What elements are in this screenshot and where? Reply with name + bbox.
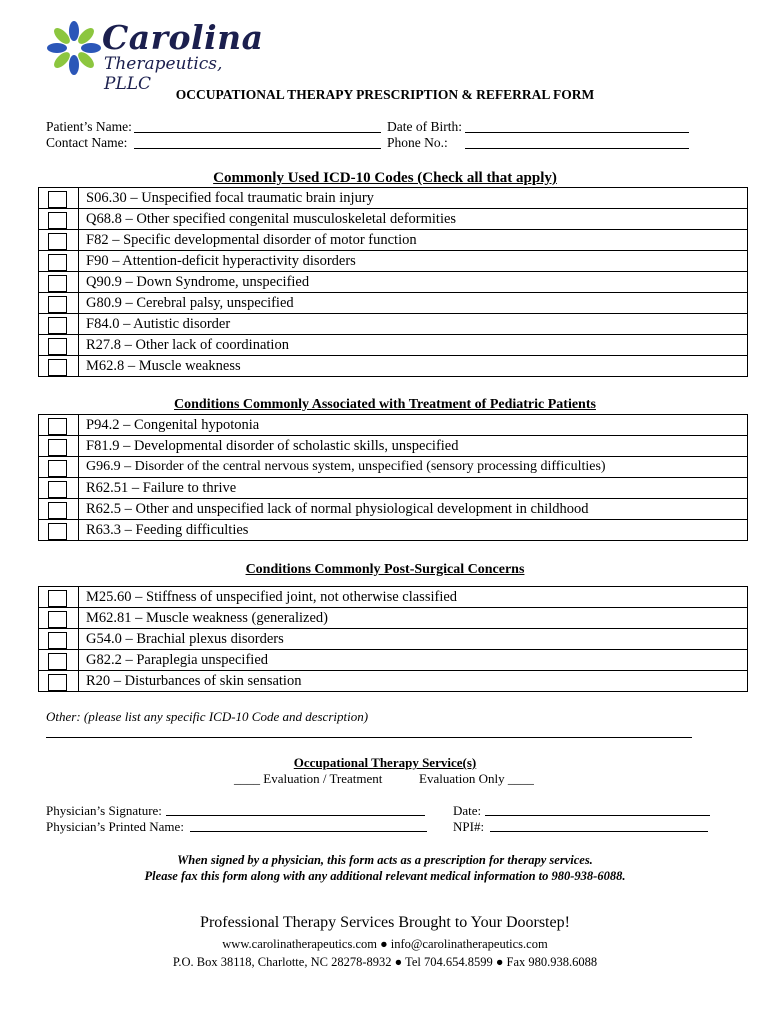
icd10-table	[38, 187, 748, 377]
table-row	[39, 293, 748, 314]
code-label: G82.2 – Paraplegia unspecified	[79, 650, 748, 671]
patient-name-label: Patient’s Name:	[46, 119, 132, 134]
section-heading-icd10: Commonly Used ICD-10 Codes (Check all that apply)	[213, 170, 557, 186]
code-label: R20 – Disturbances of skin sensation	[79, 671, 748, 692]
flower-logo-icon	[44, 18, 104, 80]
table-row	[39, 608, 748, 629]
checkbox[interactable]	[48, 460, 67, 477]
prescription-note: When signed by a physician, this form acts as a prescription for therapy services.	[177, 853, 593, 867]
contact-name-line[interactable]	[134, 133, 381, 149]
table-row	[39, 209, 748, 230]
footer-web-email: www.carolinatherapeutics.com ● info@carolinatherapeutics.com	[222, 937, 548, 951]
eval-treatment-option[interactable]: ____ Evaluation / Treatment	[234, 771, 383, 786]
code-label: S06.30 – Unspecified focal traumatic brain injury	[79, 188, 748, 209]
table-row	[39, 436, 748, 457]
logo-subtitle: Therapeutics, PLLC	[104, 54, 223, 94]
table-row	[39, 457, 748, 478]
patient-name-line[interactable]	[134, 117, 381, 133]
table-row	[39, 478, 748, 499]
dob-label: Date of Birth:	[387, 119, 462, 134]
phone-label: Phone No.:	[387, 135, 448, 150]
checkbox[interactable]	[48, 439, 67, 456]
code-label: R62.5 – Other and unspecified lack of normal physiological development in childhood	[79, 499, 748, 520]
checkbox[interactable]	[48, 338, 67, 355]
table-row	[39, 587, 748, 608]
physician-signature-line[interactable]	[166, 801, 425, 816]
table-row	[39, 230, 748, 251]
table-row	[39, 335, 748, 356]
dob-line[interactable]	[465, 117, 689, 133]
date-line[interactable]	[485, 801, 710, 816]
checkbox[interactable]	[48, 254, 67, 271]
checkbox[interactable]	[48, 632, 67, 649]
table-row	[39, 629, 748, 650]
fax-note: Please fax this form along with any additional relevant medical information to 980-938-6088.	[144, 869, 626, 883]
eval-only-option[interactable]: Evaluation Only ____	[419, 771, 534, 786]
code-label: R27.8 – Other lack of coordination	[79, 335, 748, 356]
patient-name-field[interactable]	[46, 119, 132, 135]
contact-name-label: Contact Name:	[46, 135, 128, 150]
form-title: OCCUPATIONAL THERAPY PRESCRIPTION & REFERRAL FORM	[175, 87, 595, 102]
checkbox[interactable]	[48, 611, 67, 628]
section-heading-post-surgical: Conditions Commonly Post-Surgical Concerns	[245, 562, 525, 577]
code-label: F82 – Specific developmental disorder of motor function	[79, 230, 748, 251]
code-label: R63.3 – Feeding difficulties	[79, 520, 748, 541]
pediatric-table	[38, 414, 748, 541]
code-label: F90 – Attention-deficit hyperactivity disorders	[79, 251, 748, 272]
dob-field[interactable]	[387, 119, 462, 135]
physician-signature-label: Physician’s Signature:	[46, 803, 162, 818]
date-label: Date:	[453, 803, 482, 818]
code-label: R62.51 – Failure to thrive	[79, 478, 748, 499]
section-heading-pediatric: Conditions Commonly Associated with Treatment of Pediatric Patients	[174, 397, 596, 412]
table-row	[39, 499, 748, 520]
code-label: G80.9 – Cerebral palsy, unspecified	[79, 293, 748, 314]
checkbox[interactable]	[48, 674, 67, 691]
table-row	[39, 650, 748, 671]
code-label: F81.9 – Developmental disorder of scholastic skills, unspecified	[79, 436, 748, 457]
checkbox[interactable]	[48, 590, 67, 607]
code-label: G96.9 – Disorder of the central nervous system, unspecified (sensory processing difficulties)	[79, 457, 748, 478]
checkbox[interactable]	[48, 523, 67, 540]
physician-printed-name-label: Physician’s Printed Name:	[46, 819, 184, 834]
table-row	[39, 520, 748, 541]
other-codes-line[interactable]	[46, 737, 692, 738]
table-row	[39, 314, 748, 335]
physician-printed-name-line[interactable]	[190, 817, 427, 832]
code-label: M62.81 – Muscle weakness (generalized)	[79, 608, 748, 629]
table-row	[39, 251, 748, 272]
code-label: F84.0 – Autistic disorder	[79, 314, 748, 335]
checkbox[interactable]	[48, 296, 67, 313]
npi-line[interactable]	[490, 817, 708, 832]
checkbox[interactable]	[48, 233, 67, 250]
other-codes-label: Other: (please list any specific ICD-10 Code and description)	[46, 709, 369, 724]
table-row	[39, 356, 748, 377]
checkbox[interactable]	[48, 481, 67, 498]
checkbox[interactable]	[48, 212, 67, 229]
footer-tagline: Professional Therapy Services Brought to Your Doorstep!	[200, 914, 570, 931]
contact-name-field[interactable]	[46, 135, 127, 151]
code-label: P94.2 – Congenital hypotonia	[79, 415, 748, 436]
code-label: M62.8 – Muscle weakness	[79, 356, 748, 377]
code-label: Q90.9 – Down Syndrome, unspecified	[79, 272, 748, 293]
checkbox[interactable]	[48, 502, 67, 519]
checkbox[interactable]	[48, 653, 67, 670]
code-label: G54.0 – Brachial plexus disorders	[79, 629, 748, 650]
checkbox[interactable]	[48, 275, 67, 292]
checkbox[interactable]	[48, 418, 67, 435]
table-row	[39, 415, 748, 436]
checkbox[interactable]	[48, 359, 67, 376]
footer-address: P.O. Box 38118, Charlotte, NC 28278-8932 ● Tel 704.654.8599 ● Fax 980.938.6088	[172, 955, 598, 969]
table-row	[39, 671, 748, 692]
phone-line[interactable]	[465, 133, 689, 149]
table-row	[39, 188, 748, 209]
table-row	[39, 272, 748, 293]
post-surgical-table	[38, 586, 748, 692]
code-label: Q68.8 – Other specified congenital musculoskeletal deformities	[79, 209, 748, 230]
phone-field[interactable]	[387, 135, 448, 151]
company-logo	[44, 18, 264, 94]
checkbox[interactable]	[48, 191, 67, 208]
logo-name: Carolina	[102, 18, 264, 57]
checkbox[interactable]	[48, 317, 67, 334]
npi-label: NPI#:	[453, 819, 485, 834]
code-label: M25.60 – Stiffness of unspecified joint, not otherwise classified	[79, 587, 748, 608]
services-heading: Occupational Therapy Service(s)	[293, 755, 477, 770]
